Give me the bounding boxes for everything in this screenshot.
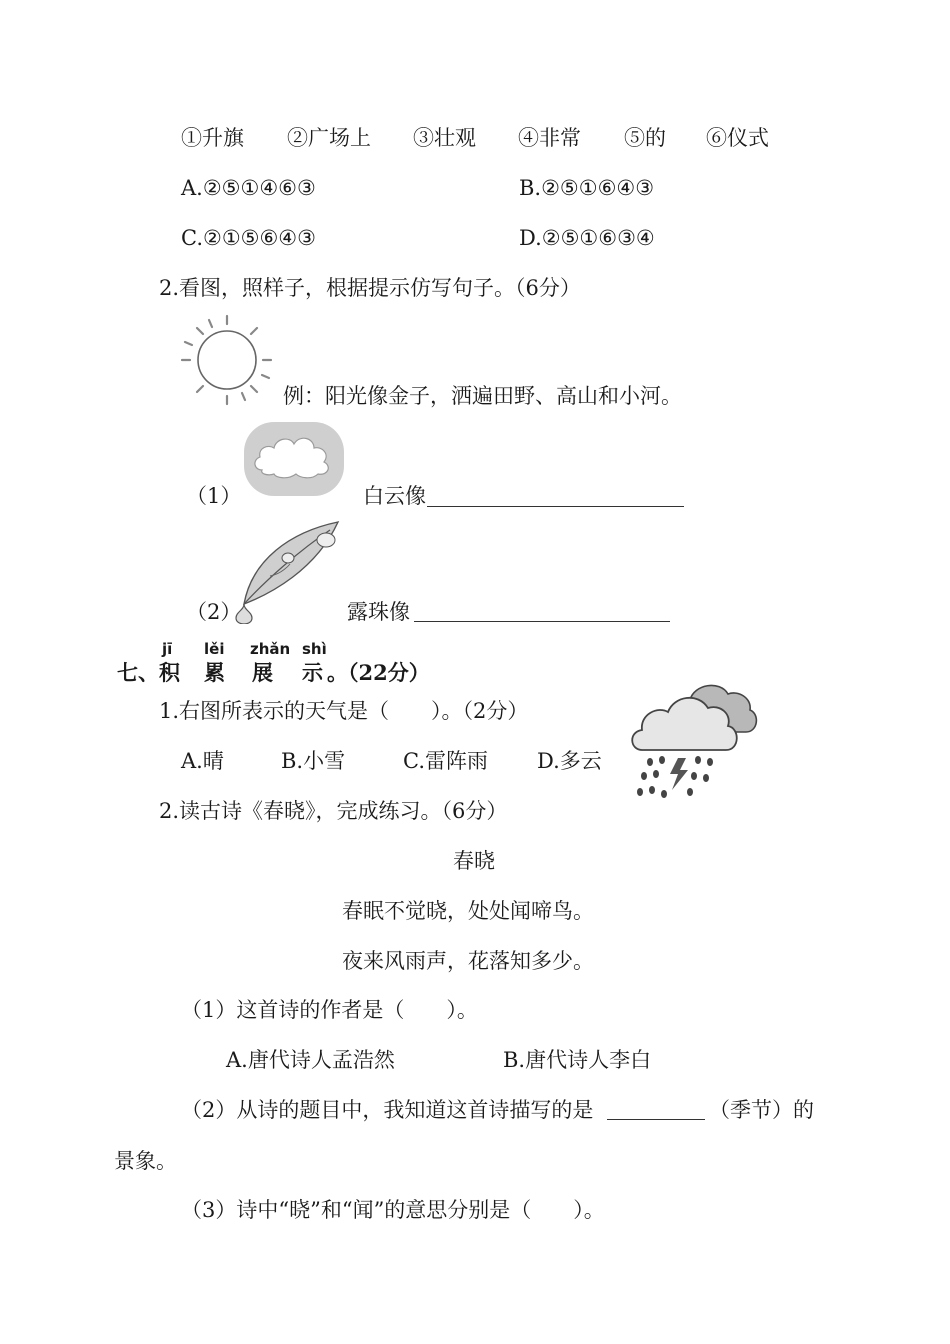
cloud-icon — [242, 420, 346, 498]
weather-option-c: C.雷阵雨 — [403, 749, 488, 773]
sub-question-2: （2）从诗的题目中，我知道这首诗描写的是 — [181, 1098, 594, 1122]
sub-question-2-continuation: 景象。 — [114, 1149, 177, 1173]
example-sentence: 例：阳光像金子，洒遍田野、高山和小河。 — [283, 384, 682, 408]
pinyin-zhan: zhǎn — [250, 640, 291, 658]
word-3: ③壮观 — [413, 126, 476, 150]
option-c: C.②①⑤⑥④③ — [181, 226, 316, 250]
weather-option-a: A.晴 — [181, 749, 224, 773]
poem-line-2: 夜来风雨声，花落知多少。 — [342, 949, 594, 973]
weather-option-d: D.多云 — [537, 749, 602, 773]
poem-prompt: 2.读古诗《春晓》，完成练习。（6分） — [159, 799, 508, 823]
word-2: ②广场上 — [287, 126, 371, 150]
option-d: D.②⑤①⑥③④ — [519, 226, 655, 250]
word-1: ①升旗 — [181, 126, 244, 150]
sub-question-2-end: （季节）的 — [709, 1098, 814, 1122]
section7-char-3: 展 — [252, 660, 273, 685]
weather-prompt: 1.右图所表示的天气是（ ）。（2分） — [159, 699, 529, 723]
word-6: ⑥仪式 — [706, 126, 769, 150]
weather-option-b: B.小雪 — [281, 749, 346, 773]
word-4: ④非常 — [518, 126, 581, 150]
q2-prompt: 2.看图，照样子，根据提示仿写句子。（6分） — [159, 276, 581, 300]
sub1-option-a: A.唐代诗人孟浩然 — [226, 1048, 395, 1072]
poem-line-1: 春眠不觉晓，处处闻啼鸟。 — [342, 899, 594, 923]
option-b: B.②⑤①⑥④③ — [519, 176, 655, 200]
item2-answer-line[interactable] — [414, 621, 670, 622]
item2-number: （2） — [186, 600, 242, 624]
section7-char-4: 示 — [302, 660, 323, 685]
season-answer-line[interactable] — [607, 1119, 705, 1120]
section7-score: 。（22分） — [327, 660, 430, 685]
poem-title: 春晓 — [453, 849, 495, 873]
sun-icon — [175, 312, 275, 408]
item1-text: 白云像 — [363, 484, 426, 508]
option-a: A.②⑤①④⑥③ — [181, 176, 316, 200]
section7-char-2: 累 — [204, 660, 225, 685]
sub1-option-b: B.唐代诗人李白 — [503, 1048, 652, 1072]
pinyin-ji: jī — [162, 640, 173, 658]
sub-question-3: （3）诗中“晓”和“闻”的意思分别是（ ）。 — [181, 1198, 605, 1222]
word-5: ⑤的 — [624, 126, 666, 150]
item1-answer-line[interactable] — [427, 506, 684, 507]
sub-question-1: （1）这首诗的作者是（ ）。 — [181, 998, 478, 1022]
pinyin-shi: shì — [302, 640, 327, 658]
section7-char-1: 积 — [159, 660, 180, 685]
item1-number: （1） — [186, 484, 242, 508]
pinyin-lei: lěi — [204, 640, 225, 658]
leaf-dewdrop-icon — [230, 520, 342, 624]
section7-prefix: 七、 — [117, 660, 159, 685]
thunderstorm-icon — [628, 678, 764, 802]
item2-text: 露珠像 — [347, 600, 410, 624]
